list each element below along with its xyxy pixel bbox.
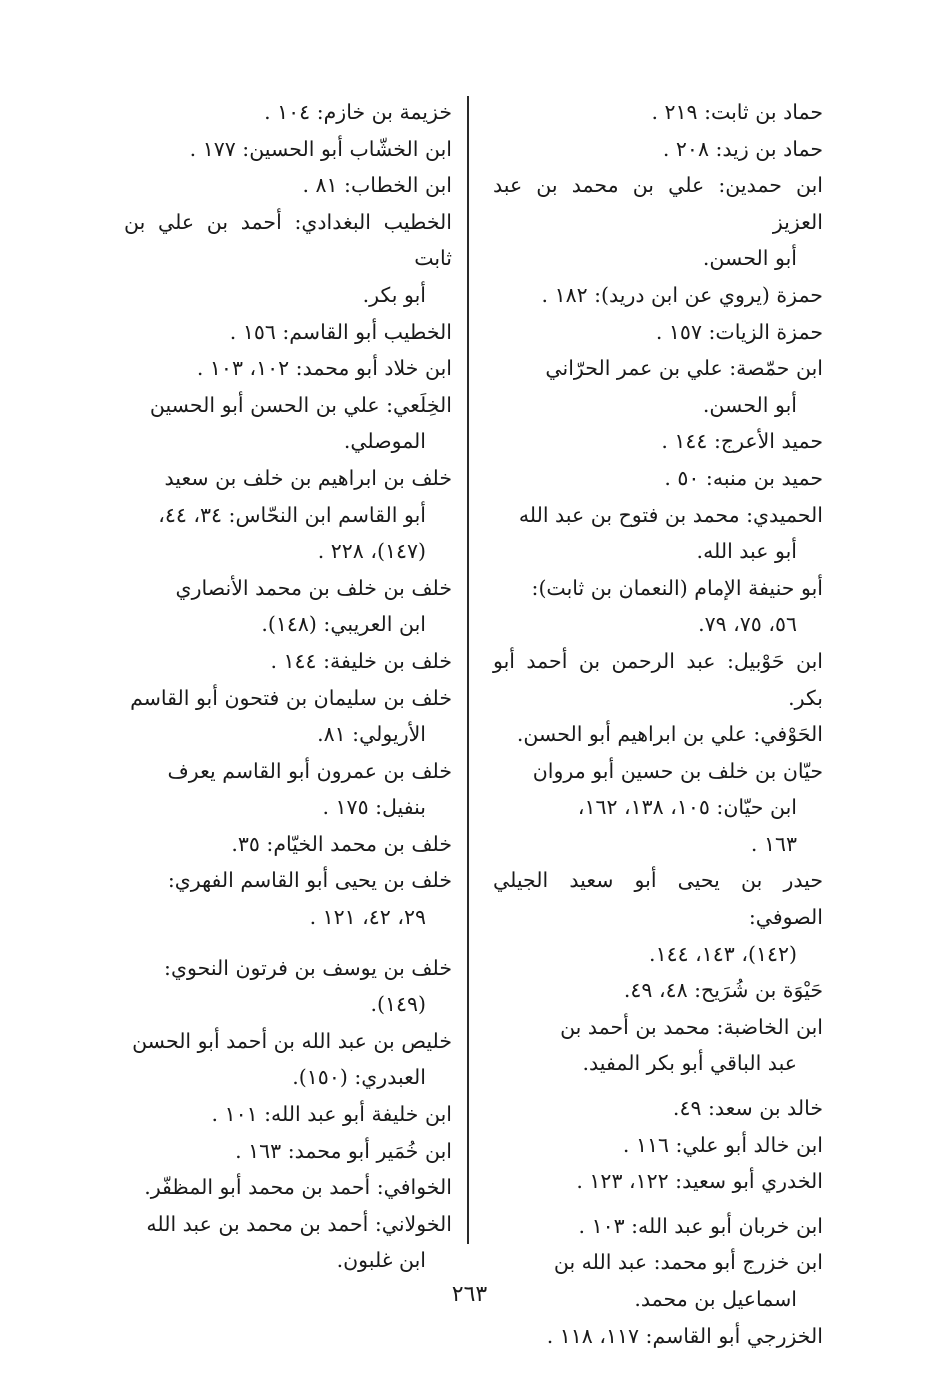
entry-continuation-line: بنفيل: ١٧٥ .	[322, 795, 426, 820]
entry-continuation-line: أبو عبد الله.	[696, 539, 797, 564]
entry-continuation-line: (١٤٩).	[370, 992, 426, 1017]
entry-continuation-line: أبو الحسن.	[702, 392, 797, 417]
entry-heading-line: ابن الخاضبة: محمد بن أحمد بن	[560, 1014, 823, 1039]
index-entry	[493, 131, 823, 168]
index-entry	[493, 716, 823, 753]
entry-heading-line: حَيْوَة بن شُرَيح: ٤٨، ٤٩.	[623, 978, 823, 1003]
index-entry	[124, 1133, 452, 1170]
index-entry	[493, 1208, 823, 1245]
entry-heading-line: الخِلَعي: علي بن الحسن أبو الحسين	[149, 392, 452, 417]
entry-continuation-line: عبد الباقي أبو بكر المفيد.	[582, 1051, 797, 1076]
entry-heading-line: حماد بن زيد: ٢٠٨ .	[662, 136, 823, 161]
index-entry	[124, 350, 452, 387]
index-entry	[493, 1127, 823, 1164]
entry-heading-line: حميد بن منبه: ٥٠ .	[664, 465, 823, 490]
index-entry	[493, 972, 823, 1009]
entry-heading-line: خليص بن عبد الله بن أحمد أبو الحسن	[132, 1028, 452, 1053]
index-entry	[124, 1023, 452, 1096]
entry-heading-line: ابن خلاد أبو محمد: ١٠٢، ١٠٣ .	[196, 356, 452, 381]
index-entry	[493, 497, 823, 570]
index-entry	[124, 1206, 452, 1279]
index-entry	[493, 1009, 823, 1082]
index-entry	[493, 753, 823, 863]
entry-continuation-line: العبدري: (١٥٠).	[292, 1065, 426, 1090]
entry-heading-line: خزيمة بن خازم: ١٠٤ .	[264, 100, 452, 124]
entry-continuation-line: أبو القاسم ابن النحّاس: ٣٤، ٤٤،	[158, 502, 426, 527]
entry-heading-line: ابن حَوْبيل: عبد الرحمن بن أحمد أبو بكر.	[493, 648, 823, 710]
index-entry	[493, 167, 823, 277]
entry-heading-line: ابن خزرج أبو محمد: عبد الله بن	[553, 1250, 823, 1275]
column-divider	[467, 96, 469, 1244]
entry-heading-line: الخولاني: أحمد بن محمد بن عبد الله	[146, 1211, 452, 1236]
index-entry	[124, 862, 452, 935]
index-entry	[124, 680, 452, 753]
entry-heading-line: خلف بن محمد الخيّام: ٣٥.	[231, 831, 452, 856]
entry-continuation-line: أبو الحسن.	[702, 246, 797, 271]
index-entry	[124, 570, 452, 643]
index-entry	[493, 643, 823, 716]
entry-heading-line: خلف بن يوسف بن فرتون النحوي:	[164, 955, 452, 980]
entry-heading-line: حيّان بن خلف بن حسين أبو مروان	[532, 758, 823, 783]
index-entry	[124, 94, 452, 131]
index-column-right	[493, 94, 823, 1354]
entry-heading-line: خالد بن سعد: ٤٩.	[672, 1096, 823, 1121]
index-entry	[124, 314, 452, 351]
index-entry	[124, 826, 452, 863]
entry-continuation-line: ابن غلبون.	[336, 1248, 426, 1273]
index-entry	[124, 950, 452, 1023]
entry-heading-line: ابن الخشّاب أبو الحسين: ١٧٧ .	[189, 136, 452, 161]
index-entry	[124, 131, 452, 168]
entry-gap	[493, 1082, 823, 1090]
index-entry	[124, 643, 452, 680]
entry-heading-line: أبو حنيفة الإمام (النعمان بن ثابت):	[531, 575, 823, 600]
index-entry	[493, 460, 823, 497]
index-entry	[493, 314, 823, 351]
index-entry	[124, 204, 452, 314]
entry-continuation-line: الأريولي: ٨١.	[317, 722, 426, 747]
index-entry	[124, 167, 452, 204]
entry-heading-line: ابن حمّصة: علي بن عمر الحرّاني	[545, 356, 823, 381]
index-entry	[493, 1318, 823, 1355]
entry-heading-line: الخطيب البغدادي: أحمد بن علي بن ثابت	[124, 209, 452, 271]
entry-heading-line: حماد بن ثابت: ٢١٩ .	[651, 100, 823, 124]
index-entry	[124, 1169, 452, 1206]
entry-heading-line: ابن خليفة أبو عبد الله: ١٠١ .	[211, 1102, 452, 1127]
entry-continuation-line: ابن العريبي: (١٤٨).	[261, 612, 426, 637]
entry-heading-line: حمزة الزيات: ١٥٧ .	[655, 319, 823, 344]
entry-heading-line: الحَوْفي: علي بن ابراهيم أبو الحسن.	[516, 722, 823, 747]
entry-heading-line: الخزرجي أبو القاسم: ١١٧، ١١٨ .	[546, 1323, 823, 1348]
entry-continuation-line: (١٤٢)، ١٤٣، ١٤٤.	[649, 941, 797, 966]
entry-heading-line: ابن الخطاب: ٨١ .	[302, 173, 452, 198]
entry-continuation-line: ابن حيّان: ١٠٥، ١٣٨، ١٦٢،	[577, 795, 797, 820]
index-entry	[493, 277, 823, 314]
entry-continuation-line: ٥٦، ٧٥، ٧٩.	[698, 612, 797, 637]
index-column-left	[124, 94, 452, 1279]
entry-heading-line: ابن حمدين: علي بن محمد بن عبد العزيز	[493, 173, 823, 234]
entry-continuation-line: اسماعيل بن محمد.	[634, 1287, 797, 1311]
entry-heading-line: الخدري أبو سعيد: ١٢٢، ١٢٣ .	[576, 1169, 823, 1194]
entry-heading-line: خلف بن عمرون أبو القاسم يعرف	[167, 758, 452, 783]
entry-continuation-line: ٢٩، ٤٢، ١٢١ .	[309, 905, 426, 930]
entry-heading-line: خلف بن ابراهيم بن خلف بن سعيد	[164, 465, 452, 490]
index-entry	[493, 94, 823, 131]
index-entry	[124, 387, 452, 460]
index-entry	[493, 423, 823, 460]
entry-continuation-line: ١٦٣ .	[750, 831, 797, 856]
entry-heading-line: حميد الأعرج: ١٤٤ .	[661, 429, 823, 454]
entry-heading-line: الحميدي: محمد بن فتوح بن عبد الله	[518, 502, 823, 527]
entry-heading-line: خلف بن سليمان بن فتحون أبو القاسم	[130, 685, 452, 710]
entry-heading-line: ابن خربان أبو عبد الله: ١٠٣ .	[578, 1213, 823, 1238]
index-entry	[124, 1096, 452, 1133]
entry-heading-line: الخطيب أبو القاسم: ١٥٦ .	[229, 319, 452, 344]
index-entry	[493, 570, 823, 643]
entry-continuation-line: الموصلي.	[343, 429, 426, 454]
index-entry	[124, 753, 452, 826]
page-number: ٢٦٣	[451, 1282, 488, 1307]
entry-heading-line: حيدر بن يحيى أبو سعيد الجيلي الصوفي:	[493, 868, 823, 930]
index-entry	[493, 1090, 823, 1127]
entry-heading-line: ابن خُمَير أبو محمد: ١٦٣ .	[235, 1138, 452, 1163]
index-entry	[493, 350, 823, 423]
entry-heading-line: خلف بن يحيى أبو القاسم الفهري:	[167, 868, 452, 893]
entry-continuation-line: (١٤٧)، ٢٢٨ .	[317, 539, 426, 564]
index-entry	[124, 460, 452, 570]
entry-heading-line: حمزة (يروي عن ابن دريد): ١٨٢ .	[541, 282, 823, 307]
entry-heading-line: خلف بن خليفة: ١٤٤ .	[270, 648, 452, 673]
entry-heading-line: الخوافي: أحمد بن محمد أبو المظفّر.	[144, 1175, 452, 1200]
entry-continuation-line: أبو بكر.	[362, 282, 426, 307]
index-entry	[493, 1163, 823, 1200]
entry-heading-line: خلف بن خلف بن محمد الأنصاري	[175, 575, 452, 600]
entry-gap	[493, 1200, 823, 1208]
entry-heading-line: ابن خالد أبو علي: ١١٦ .	[622, 1132, 823, 1157]
index-entry	[493, 862, 823, 972]
entry-gap	[124, 936, 452, 950]
